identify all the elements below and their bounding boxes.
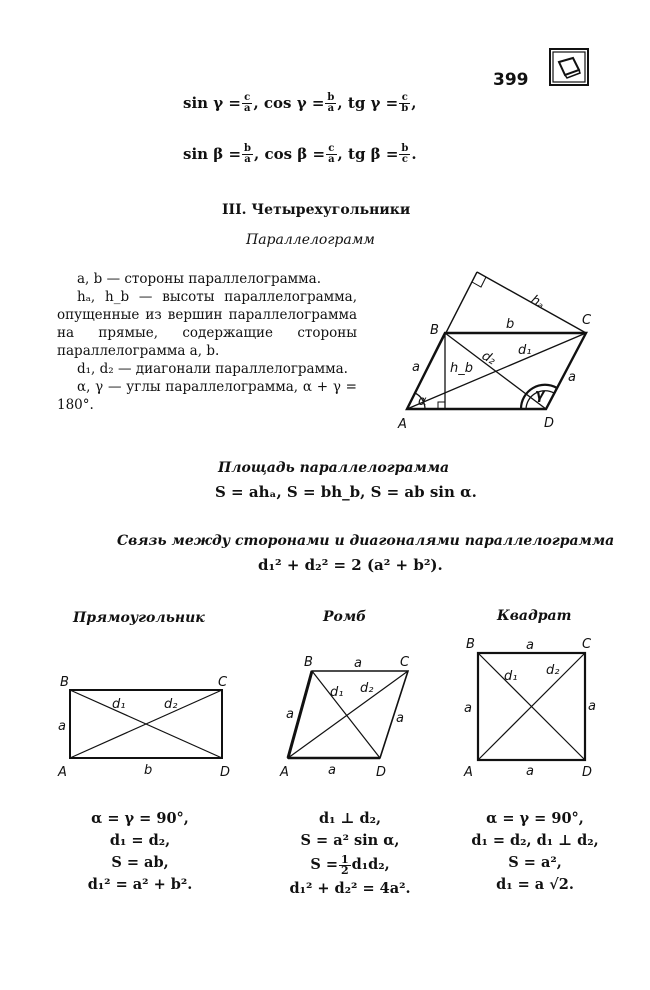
page-number: 399: [493, 70, 529, 90]
square-prop-area: S = a²,: [508, 854, 562, 871]
book-icon: [549, 48, 589, 86]
rect-vertex-d: D: [220, 765, 231, 780]
rhomb-vertex-b: B: [304, 655, 313, 670]
rhomb-side-top: a: [354, 656, 362, 671]
rectangle-props: [70, 808, 210, 896]
rhomb-side-bottom: a: [328, 763, 336, 778]
square-side-top: a: [526, 638, 534, 653]
rect-vertex-a: A: [58, 765, 67, 780]
relation-formula: d₁² + d₂² = 2 (a² + b²).: [258, 556, 443, 574]
sin-gamma: sin γ = $\frac{c}{a}$ ,: [183, 92, 259, 114]
rect-prop-area: S = ab,: [111, 854, 169, 871]
rect-prop-angles: α = γ = 90°,: [91, 810, 189, 827]
subsection-title: Параллелограмм: [246, 232, 375, 248]
angle-alpha: α: [418, 394, 427, 409]
rectangle-title: Прямоугольник: [73, 610, 205, 626]
vertex-a: A: [398, 417, 407, 432]
parallelogram-figure: [390, 262, 605, 432]
vertex-d: D: [544, 416, 555, 431]
square-prop-angles: α = γ = 90°,: [486, 810, 584, 827]
side-b-top: b: [506, 317, 515, 332]
vertex-b: B: [430, 323, 439, 338]
rhomb-prop-perp: d₁ ⊥ d₂,: [318, 810, 382, 827]
square-prop-diag-len: d₁ = a √2.: [496, 876, 574, 893]
square-vertex-a: A: [464, 765, 473, 780]
definition-angles: α, γ — углы параллелограмма, α + γ = 180°.: [57, 379, 357, 413]
cos-beta: cos β = $\frac{c}{a}$ ,: [264, 143, 343, 165]
square-vertex-d: D: [582, 765, 593, 780]
side-a-left: a: [412, 360, 420, 375]
rhomb-diagonal-d2: d₂: [360, 681, 374, 696]
rect-diagonal-d2: d₂: [164, 697, 178, 712]
tg-beta: tg β = $\frac{b}{c}$ .: [348, 143, 417, 165]
rhomb-side-left: a: [286, 707, 294, 722]
rhombus-figure: [276, 650, 416, 785]
square-diagonal-d1: d₁: [504, 669, 518, 684]
square-side-bottom: a: [526, 764, 534, 779]
height-ha: hₐ: [528, 292, 548, 313]
section-title: III. Четырехугольники: [222, 202, 411, 218]
rhomb-diagonal-d1: d₁: [330, 685, 344, 700]
rect-side-b: b: [144, 763, 153, 778]
rect-side-a: a: [58, 719, 66, 734]
diagonal-d2: d₂: [479, 348, 499, 369]
definition-sides: a, b — стороны параллелограмма.: [77, 271, 322, 287]
tg-gamma: tg γ = $\frac{c}{b}$ ,: [347, 92, 417, 114]
rect-diagonal-d1: d₁: [112, 697, 126, 712]
rect-prop-diagonals: d₁ = d₂,: [109, 832, 171, 849]
definition-heights: hₐ, h_b — высоты параллелограмма, опущенные из вершин параллелограмма на прямые, содержащие стороны параллелограмма a, b.: [57, 289, 357, 359]
definitions: [57, 270, 357, 414]
formula-row-beta: [183, 144, 417, 165]
rhomb-prop-area-diag: S = $\frac{1}{2}$ d₁d₂,: [310, 852, 390, 877]
rhomb-prop-area-sin: S = a² sin α,: [300, 832, 400, 849]
formula-row-gamma: [183, 93, 416, 114]
rhomb-vertex-d: D: [376, 765, 387, 780]
rhomb-prop-diag-sum: d₁² + d₂² = 4a².: [289, 880, 411, 897]
square-prop-diagonals: d₁ = d₂, d₁ ⊥ d₂,: [471, 832, 599, 849]
rect-prop-pythagoras: d₁² = a² + b².: [87, 876, 193, 893]
rectangle-figure: [52, 668, 252, 783]
rhombus-title: Ромб: [323, 609, 367, 625]
area-formula: S = ahₐ, S = bh_b, S = ab sin α.: [215, 483, 477, 501]
rect-vertex-b: B: [60, 675, 69, 690]
square-vertex-c: C: [582, 637, 592, 652]
square-title: Квадрат: [497, 608, 572, 624]
angle-gamma: γ: [535, 387, 545, 403]
height-hb: h_b: [450, 361, 473, 376]
cos-gamma: cos γ = $\frac{b}{a}$ ,: [263, 92, 343, 114]
square-diagonal-d2: d₂: [546, 663, 560, 678]
square-props: [455, 808, 615, 896]
relation-title: Связь между сторонами и диагоналями параллелограмма: [117, 533, 615, 549]
rect-vertex-c: C: [218, 675, 228, 690]
side-a-right: a: [568, 370, 576, 385]
area-title: Площадь параллелограмма: [218, 460, 450, 476]
rhomb-vertex-c: C: [400, 655, 410, 670]
rhomb-side-right: a: [396, 711, 404, 726]
square-figure: [458, 632, 608, 782]
rhomb-vertex-a: A: [280, 765, 289, 780]
square-vertex-b: B: [466, 637, 475, 652]
sin-beta: sin β = $\frac{b}{a}$ ,: [183, 143, 260, 165]
definition-diagonals: d₁, d₂ — диагонали параллелограмма.: [77, 361, 348, 377]
square-side-left: a: [464, 701, 472, 716]
vertex-c: C: [582, 313, 592, 328]
diagonal-d1: d₁: [518, 343, 532, 358]
square-side-right: a: [588, 699, 596, 714]
rhombus-props: [280, 808, 420, 900]
